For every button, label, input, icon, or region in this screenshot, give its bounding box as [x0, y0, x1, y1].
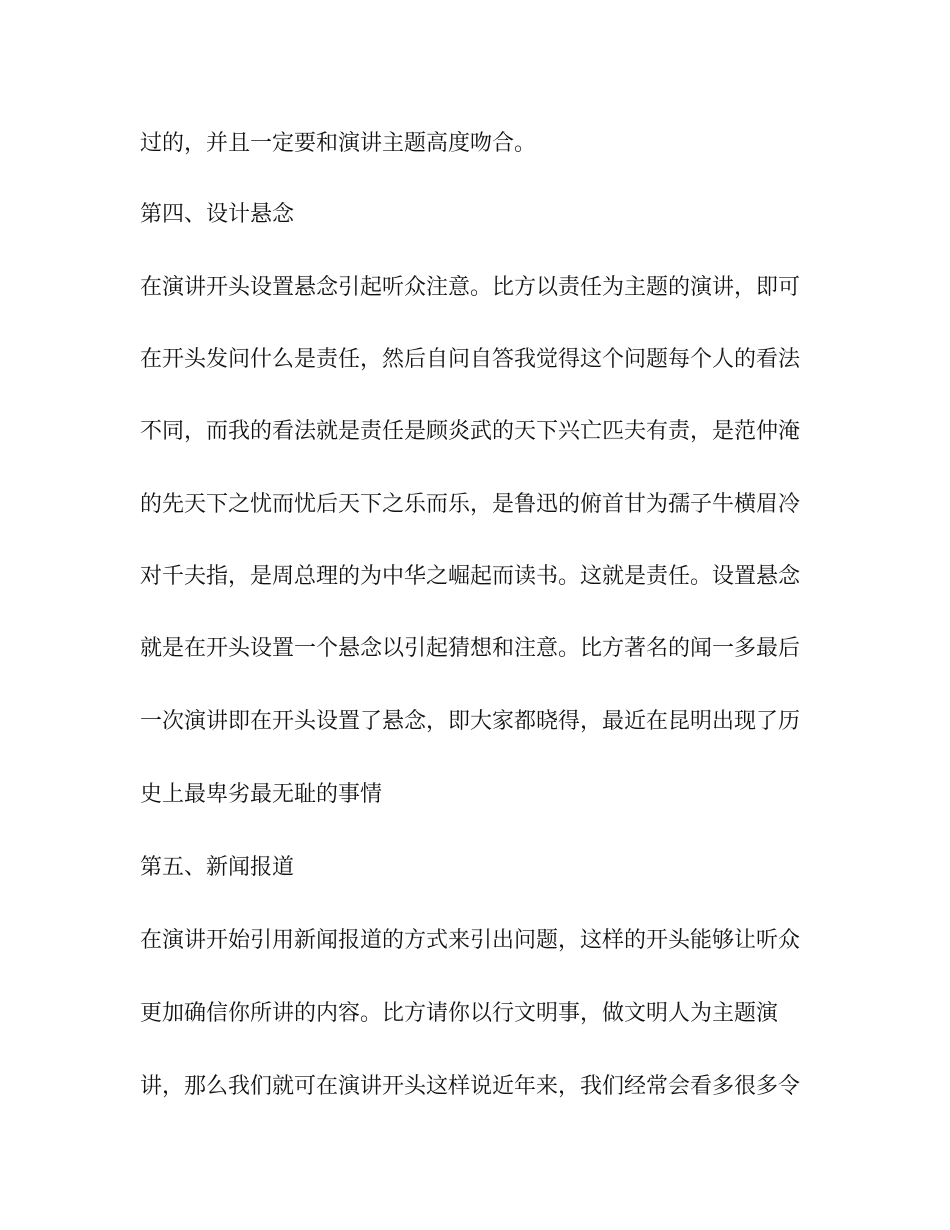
section-heading-5: 第五、新闻报道 [140, 855, 295, 880]
body-text-line: 就是在开头设置一个悬念以引起猜想和注意。比方著名的闻一多最后 [140, 636, 801, 661]
section-heading-4: 第四、设计悬念 [140, 202, 295, 227]
body-text-line: 一次演讲即在开头设置了悬念，即大家都晓得，最近在昆明出现了历 [140, 709, 801, 734]
body-text-line: 在开头发问什么是责任，然后自问自答我觉得这个问题每个人的看法 [140, 347, 801, 372]
body-text-line: 讲，那么我们就可在演讲开头这样说近年来，我们经常会看多很多令 [140, 1074, 801, 1099]
body-text-line: 不同，而我的看法就是责任是顾炎武的天下兴亡匹夫有责，是范仲淹 [140, 419, 801, 444]
body-text-line: 的先天下之忧而忧后天下之乐而乐，是鲁迅的俯首甘为孺子牛横眉冷 [140, 492, 801, 517]
body-text-line: 在演讲开头设置悬念引起听众注意。比方以责任为主题的演讲，即可 [140, 275, 801, 300]
body-text-line: 在演讲开始引用新闻报道的方式来引出问题，这样的开头能够让听众 [140, 928, 801, 953]
body-text-line: 史上最卑劣最无耻的事情 [140, 782, 383, 807]
body-text-line: 对千夫指，是周总理的为中华之崛起而读书。这就是责任。设置悬念 [140, 564, 801, 589]
body-text-line: 更加确信你所讲的内容。比方请你以行文明事，做文明人为主题演 [140, 1001, 779, 1026]
body-text-line: 过的，并且一定要和演讲主题高度吻合。 [140, 131, 537, 156]
